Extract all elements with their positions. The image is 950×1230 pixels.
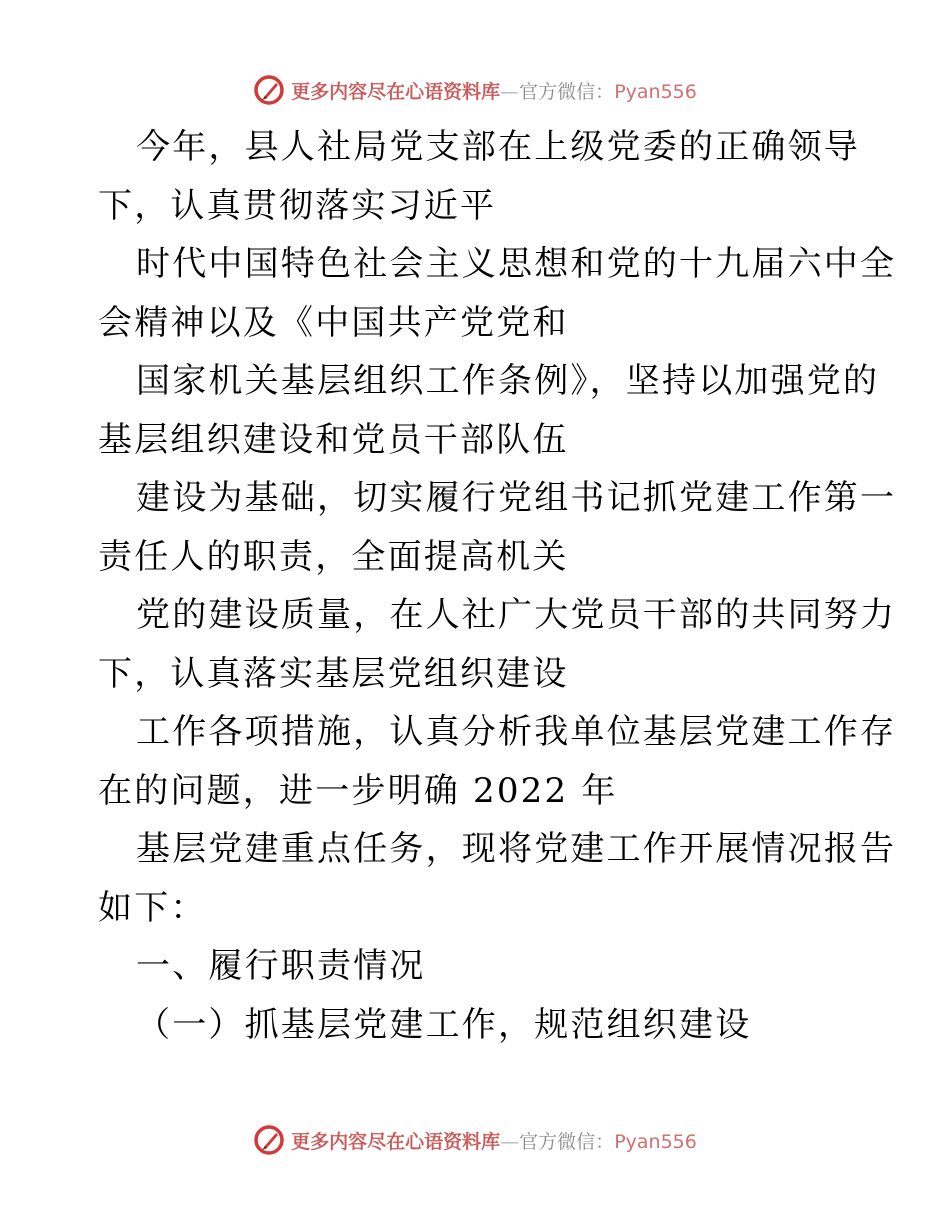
body-line: 会精神以及《中国共产党党和 — [98, 302, 569, 343]
quill-logo-icon — [253, 74, 285, 106]
footer-wechat-label: 官方微信： — [519, 1130, 615, 1153]
body-line: 建设为基础，切实履行党组书记抓党建工作第一 — [136, 478, 897, 518]
header-separator: — — [500, 80, 520, 103]
body-line: 党的建设质量，在人社广大党员干部的共同努力 — [136, 595, 897, 635]
body-line: 下，认真落实基层党组织建设 — [98, 653, 569, 694]
subsection-heading: （一）抓基层党建工作，规范组织建设 — [136, 1004, 752, 1045]
body-line: 基层党建重点任务，现将党建工作开展情况报告 — [136, 829, 897, 869]
quill-logo-icon — [253, 1124, 285, 1156]
body-line: 今年，县人社局党支部在上级党委的正确领导 — [136, 127, 860, 167]
body-line: 下，认真贯彻落实习近平 — [98, 185, 497, 226]
body-line: 在的问题，进一步明确 2022 年 — [98, 770, 618, 811]
footer-wechat-id: Pyan556 — [614, 1130, 697, 1153]
body-line: 如下： — [98, 887, 207, 928]
footer-watermark-text — [291, 1127, 697, 1154]
footer-separator: — — [500, 1130, 520, 1153]
footer-banner — [0, 1120, 950, 1160]
footer-brand: 更多内容尽在心语资料库 — [291, 1130, 501, 1153]
body-line: 工作各项措施，认真分析我单位基层党建工作存 — [136, 712, 897, 752]
header-wechat-id: Pyan556 — [614, 80, 697, 103]
section-heading: 一、履行职责情况 — [136, 946, 426, 986]
header-brand: 更多内容尽在心语资料库 — [291, 80, 501, 103]
header-banner — [0, 70, 950, 110]
body-line: 责任人的职责，全面提高机关 — [98, 536, 569, 577]
body-line: 国家机关基层组织工作条例》，坚持以加强党的 — [136, 361, 880, 401]
document-body — [98, 118, 897, 1054]
body-line: 基层组织建设和党员干部队伍 — [98, 419, 569, 460]
header-watermark-text — [291, 77, 697, 104]
body-line: 时代中国特色社会主义思想和党的十九届六中全 — [136, 244, 897, 284]
header-wechat-label: 官方微信： — [519, 80, 615, 103]
